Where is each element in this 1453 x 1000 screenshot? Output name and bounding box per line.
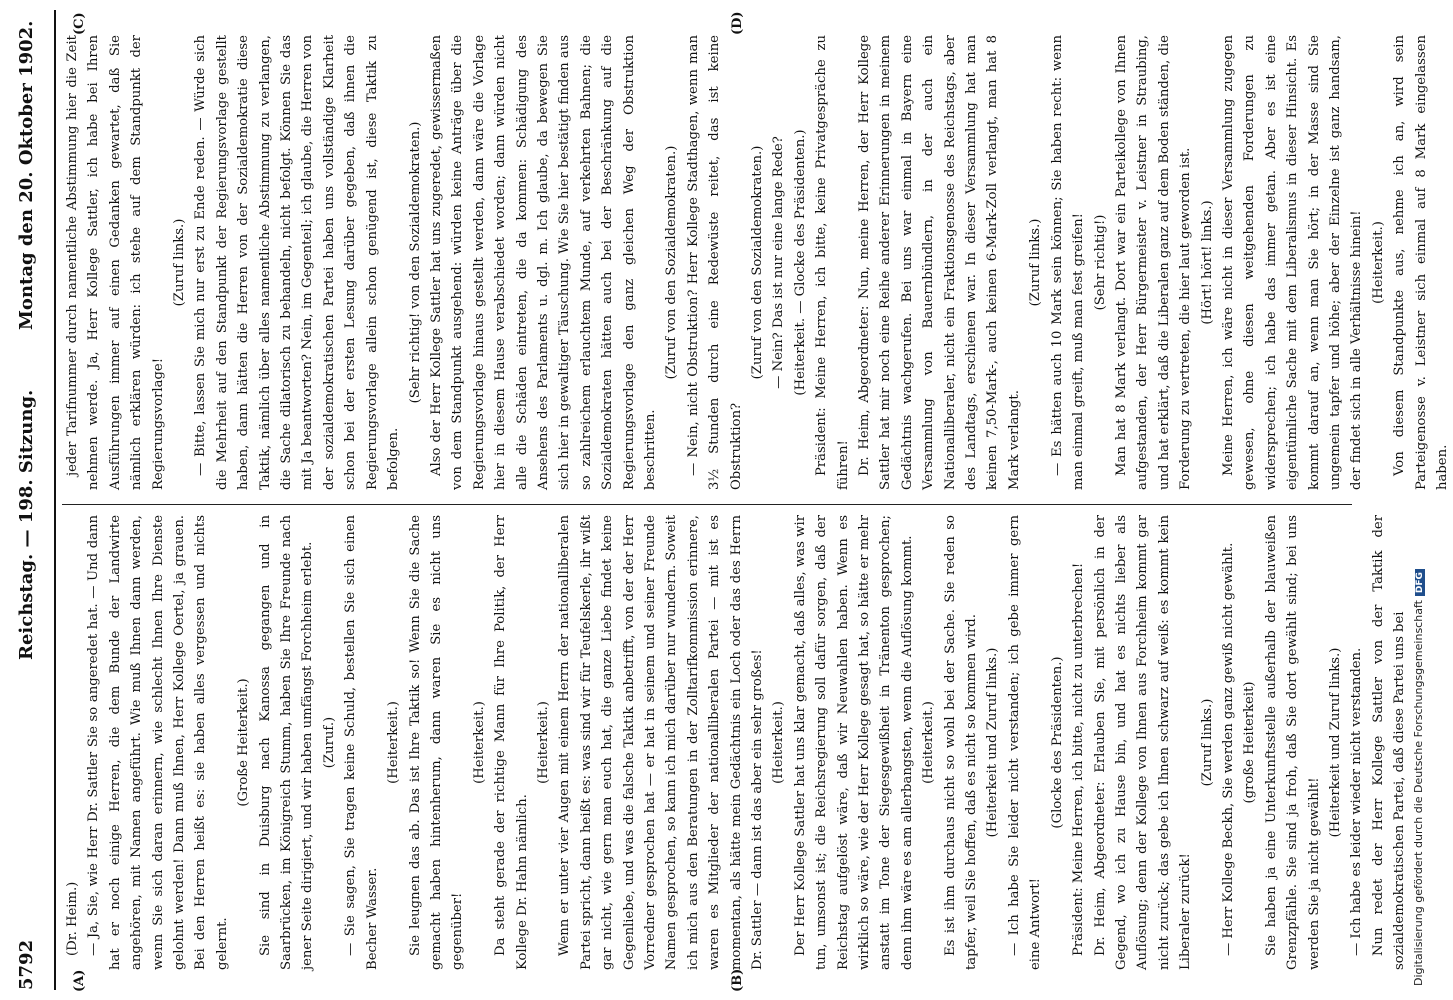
right-column xyxy=(62,35,1450,490)
credit-label: Digitalisierung gefördert durch die Deutsche Forschungsgemeinschaft xyxy=(1412,600,1425,986)
paragraph: (Heiterkeit.) xyxy=(535,701,551,784)
paragraph: — Nein? Das ist nur eine lange Rede? xyxy=(771,136,787,389)
paragraph: (Heiterkeit.) xyxy=(386,701,402,784)
paragraph: (Zuruf links.) xyxy=(172,218,188,307)
paragraph: (Heiterkeit. — Glocke des Präsidenten.) xyxy=(792,129,808,396)
paragraph: (große Heiterkeit) xyxy=(1242,681,1258,804)
margin-mark-d: (D) xyxy=(730,11,745,35)
paragraph: (Zuruf von den Sozialdemokraten.) xyxy=(664,145,680,380)
paragraph: (Zuruf.) xyxy=(321,716,337,769)
paragraph: (Heiterkeit und Zuruf links.) xyxy=(1327,647,1343,838)
paragraph: Sie leugnen das ab. Das ist Ihre Taktik so! Wenn Sie die Sache gemacht haben hintenherum, dann waren Sie es nicht uns gegenüber! xyxy=(407,515,466,970)
paragraph: Sie sind in Duisburg nach Kanossa gegangen und in Saarbrücken, im Königreich Stumm, haben Sie Ihre Freunde nach jener Seite dirigiert, und wir haben umfängst Forchheim erlebt. xyxy=(257,515,316,970)
digitization-credit xyxy=(1410,6,1430,994)
paragraph: (Heiterkeit.) xyxy=(471,701,487,784)
paragraph: Von diesem Standpunkte aus, nehme ich an, wird sein Parteigenosse v. Leistner sich einmal auf 8 Mark eingelassen haben. xyxy=(1392,35,1450,490)
paragraph: Man hat 8 Mark verlangt. Dort war ein Parteikollege von Ihnen aufgestanden, der Herr Bürgermeister v. Leistner in Straubing, und hat erklärt, daß die Liberalen ganz auf dem Boden ständen, die Forderung zu vertreten, die hier laut geworden ist. xyxy=(1113,35,1194,490)
paragraph: Präsident: Meine Herren, ich bitte, nicht zu unterbrechen! xyxy=(1071,562,1087,956)
paragraph: (Zuruf links.) xyxy=(1028,218,1044,307)
paragraph: (Heiterkeit.) xyxy=(921,701,937,784)
paragraph: (Heiterkeit.) xyxy=(1370,221,1386,304)
paragraph: Also der Herr Kollege Sattler hat uns zugeredet, gewissermaßen von dem Standpunkt ausgehend: würden keine Anträge über die Regierungsvorlage hinaus gestellt werden, dann wäre die Vorlage hier in diesem Hause verabschiedet worden; dann würden nicht alle die Schäden eintreten, die da kommen: Schädigung des Ansehens des Parlaments u. dgl. m. Ich glaube, da bewegen Sie sich hier in gewaltiger Täuschung. Wie Sie hier bestätigt finden aus so zahlreichem erlauchtem Munde, auf verkehrten Bahnen; die Sozialdemokraten hätten auch bei der Beschränkung auf die Regierungsvorlage den ganz gleichen Weg der Obstruktion beschritten. xyxy=(428,35,658,490)
margin-mark-b: (B) xyxy=(730,968,745,992)
paragraph: (Zuruf von den Sozialdemokraten.) xyxy=(750,145,765,380)
paragraph: Dr. Heim, Abgeordneter: Erlauben Sie, mit persönlich in der Gegend, wo ich zu Hause bin, und hat es nichts lieber als Auflösung; denn der Kollege von Ihnen aus Forchheim kommt gar nicht zurück; das gebe ich Ihnen schwarz auf weiß: es kommt kein Liberaler zurück! xyxy=(1092,515,1194,970)
paragraph: (Heiterkeit.) xyxy=(771,701,787,784)
margin-mark-c: (C) xyxy=(72,12,87,35)
page-header xyxy=(16,10,56,990)
paragraph: — Nein, nicht Obstruktion? Herr Kollege Stadthagen, wenn man 3½ Stunden durch eine Redewüste reitet, das ist keine Obstruktion? xyxy=(685,35,744,490)
paragraph: Präsident: Meine Herren, ich bitte, keine Privatgespräche zu führen! xyxy=(814,35,851,490)
credit-text xyxy=(1412,569,1425,986)
paragraph: Da steht gerade der richtige Mann für Ihre Politik, der Herr Kollege Dr. Hahn nämlich. xyxy=(493,515,530,970)
paragraph: — Ich habe es leider wieder nicht verstanden. xyxy=(1349,647,1365,956)
session-date: Montag den 20. Oktober 1902. xyxy=(16,20,37,330)
left-column xyxy=(62,515,1408,990)
paragraph: jeder Tarifnummer durch namentliche Abstimmung hier die Zeit nehmen werde. Ja, Herr Kollege Sattler, ich habe bei Ihren Ausführungen immer auf einen Gedanken gewartet, daß Sie nämlich erklären würden: ich stehe auf dem Standpunkt der Regierungsvorlage! xyxy=(65,35,166,490)
page-number: 5792 xyxy=(16,939,37,990)
paragraph: — Es hätten auch 10 Mark sein können; Sie haben recht: wenn man einmal greift, muß man fest greifen! xyxy=(1049,35,1087,490)
paragraph: (Sehr richtig! von den Sozialdemokraten.) xyxy=(407,121,423,404)
paragraph: Sie haben ja eine Unterkunftsstelle außerhalb der blauweißen Grenzpfähle. Sie sind ja froh, daß Sie dort gewählt sind; bei uns werden Sie ja nicht gewählt! xyxy=(1263,515,1322,970)
paragraph: — Herr Kollege Beckh, Sie werden ganz gewiß nicht gewählt. xyxy=(1220,542,1236,956)
paragraph: — Bitte, lassen Sie mich nur erst zu Ende reden. — Würde sich die Mehrheit auf den Standpunkt der Regierungsvorlage gestellt haben, dann hätten die Herren von der Sozialdemokratie diese Taktik, nämlich über alles namentliche Abstimmung zu verlangen, die Sache dilatorisch zu behandeln, nicht befolgt. Können Sie das mit Ja beantworten? Nein, im Gegenteil; ich glaube, die Herren von der sozialdemokratischen Partei haben uns vollständige Klarheit schon bei der ersten Lesung darüber gegeben, daß ihnen die Regierungsvorlage allein schon genügend ist, diese Taktik zu befolgen. xyxy=(193,35,402,490)
paragraph: (Sehr richtig!) xyxy=(1092,214,1108,311)
paragraph: — Sie sagen, Sie tragen keine Schuld, bestellen Sie sich einen Becher Wasser. xyxy=(343,515,380,970)
paragraph: Es ist ihm durchaus nicht so wohl bei der Sache. Sie reden so tapfer, weil Sie hoffen, daß es nicht so kommen wird. xyxy=(942,515,980,970)
paragraph: — Ich habe Sie leider nicht verstanden; ich gebe immer gern eine Antwort! xyxy=(1006,515,1044,970)
paragraph: Nun redet der Herr Kollege Sattler von der Taktik der sozialdemokratischen Partei, daß diese Partei uns bei xyxy=(1370,515,1408,970)
dfg-logo: DFG xyxy=(1415,569,1425,596)
paragraph: (Große Heiterkeit.) xyxy=(236,678,252,807)
paragraph: — Ja, Sie, wie Herr Dr. Sattler Sie so angeredet hat. — Und dann hat er noch einige Herren, die dem Bunde der Landwirte angehören, mit Namen angeführt. Wie muß Ihnen dann werden, wenn Sie sich daran erinnern, wie schlecht Ihnen Ihre Dienste gelohnt werden! Dann muß Ihnen, Herr Kollege Oertel, ja grauen. Bei den Herren heißt es: sie haben alles vergessen und nichts gelernt. xyxy=(86,515,230,970)
paragraph: Der Herr Kollege Sattler hat uns klar gemacht, daß alles, was wir tun, umsonst ist; die Reichsregierung soll dafür sorgen, daß der Reichstag aufgelöst wäre, daß wir Neuwahlen haben. Wenn es wirklich so wäre, wie der Herr Kollege gesagt hat, so hätte er mehr anstatt im Tone der Siegesgewißheit in Tränenton gesprochen; denn ihm wäre es am allerbangsten, wenn die Auflösung kommt. xyxy=(792,515,915,970)
session-title: Reichstag. — 198. Sitzung. xyxy=(16,389,37,660)
paragraph: (Glocke des Präsidenten.) xyxy=(1049,656,1065,829)
paragraph: (Heiterkeit und Zuruf links.) xyxy=(985,647,1001,838)
header-rule xyxy=(54,10,56,990)
margin-mark-a: (A) xyxy=(72,969,87,992)
paragraph: (Dr. Heim.) xyxy=(65,881,80,956)
paragraph: Dr. Heim, Abgeordneter: Nun, meine Herren, der Herr Kollege Sattler hat mir noch eine Reihe anderer Erinnerungen in meinem Gedächtnis wachgerufen. Bei uns war einmal in Bayern eine Versammlung von Bauernbündlern, in der auch ein Nationalliberaler, nicht ein Fraktionsgenosse des Reichstags, aber des Landtags, erschienen war. In dieser Versammlung hat man keinen 7,50-Mark-, auch keinen 6-Mark-Zoll verlangt, man hat 8 Mark verlangt. xyxy=(857,35,1022,490)
paragraph: Wenn er unter vier Augen mit einem Herrn der nationalliberalen Partei spricht, dann heißt es: was sind wir für Teufelskerle, ihr wißt gar nicht, wie gern man euch hat, die ganze Liebe findet keine Gegenliebe, und was die falsche Taktik anbetrifft, von der der Herr Vorredner gesprochen hat — er hat in seinem und seiner Freunde Namen gesprochen, so kann ich mich darüber nur wundern. Soweit ich mich aus den Beratungen in der Zolltarifkommission erinnere, waren es Mitglieder der nationalliberalen Partei — mit ist es momentan, als hätte mein Gedächtnis ein Loch oder das des Herrn Dr. Sattler — dann ist das aber ein sehr großes! xyxy=(557,515,765,970)
paragraph: Meine Herren, ich wäre nicht in dieser Versammlung zugegen gewesen, ohne diesen weitgehenden Forderungen zu widersprechen; ich habe das immer getan. Aber es ist eine eigentümliche Sache mit dem Liberalismus in dieser Hinsicht. Es kommt darauf an, wenn man Sie hört; in der Masse sind Sie ungemein tapfer und höhe; aber der Einzelne ist ganz handsam, der findet sich in alle Verhältnisse hinein! xyxy=(1220,35,1365,490)
paragraph: (Hört! hört! links.) xyxy=(1199,200,1215,325)
column-divider xyxy=(62,504,1352,505)
paragraph: (Zuruf links.) xyxy=(1199,698,1215,787)
